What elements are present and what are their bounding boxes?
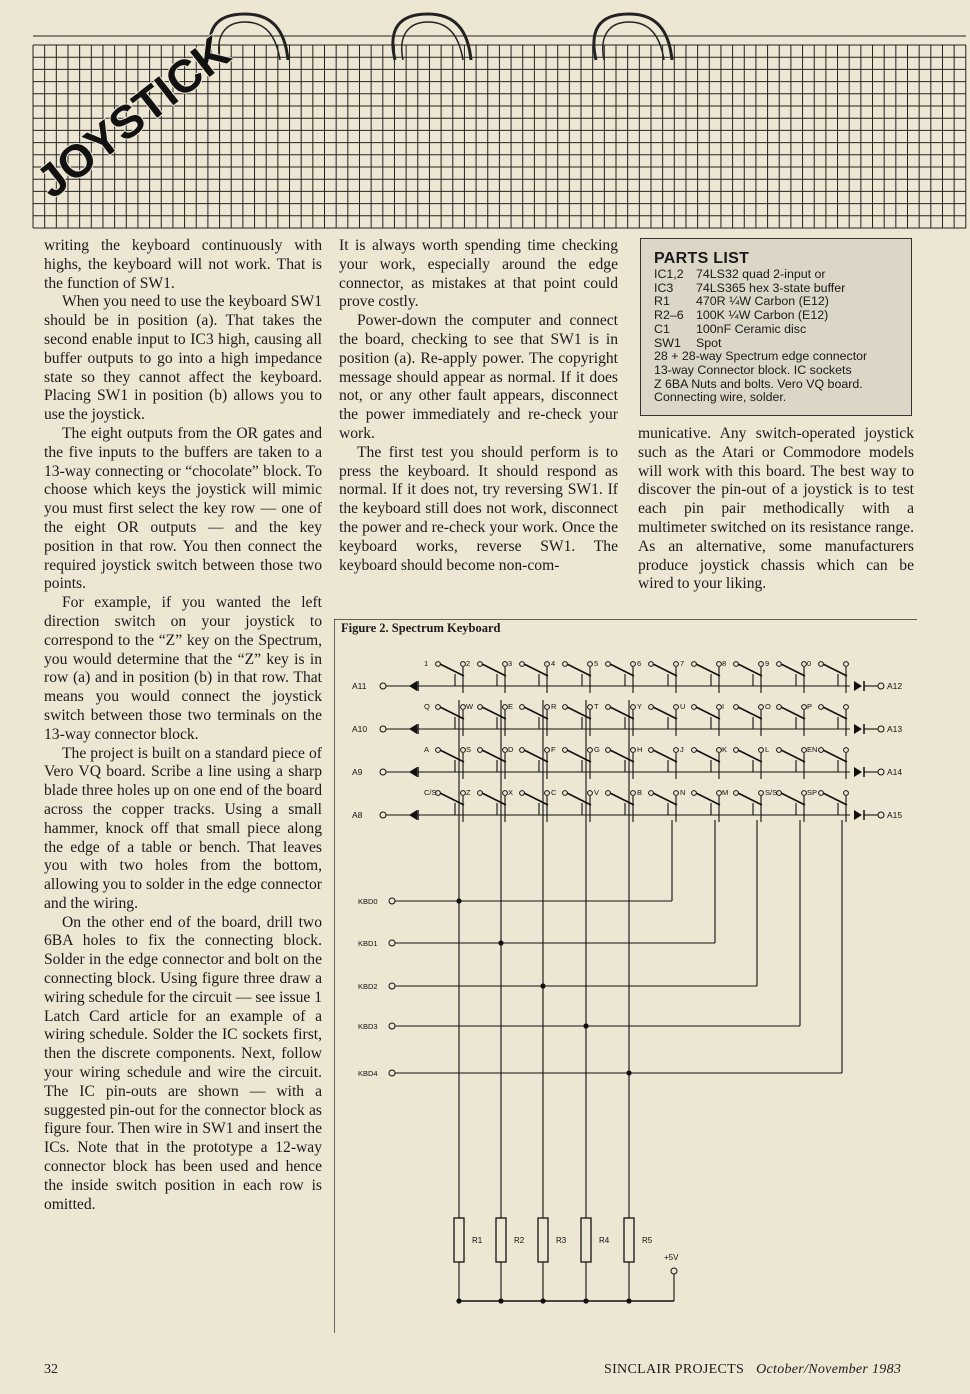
key-contact (802, 662, 807, 667)
key-contact (545, 748, 550, 753)
key-contact (777, 748, 782, 753)
key-label: 0 (807, 659, 812, 668)
key-contact (631, 705, 636, 710)
part-code: C1 (654, 321, 670, 336)
key-contact (649, 705, 654, 710)
junction-dot (626, 1070, 631, 1075)
wire (696, 707, 720, 719)
diode (409, 724, 417, 734)
key-label: S (466, 745, 472, 754)
key-contact (461, 748, 466, 753)
article-column-3 (638, 425, 914, 594)
key-contact (819, 791, 824, 796)
key-contact (503, 748, 508, 753)
joystick-logo-text: JOYSTICK (26, 25, 240, 208)
junction-dot (498, 940, 503, 945)
key-label: 9 (765, 659, 770, 668)
key-label: D (508, 745, 514, 754)
terminal (380, 683, 386, 689)
wire (567, 664, 591, 676)
wire (440, 707, 464, 719)
column1-paragraph-6: On the other end of the board, drill two 6BA holes to fix the connecting block. Solder in the edge connector and bolt on the connecting block. Using figure three draw a wiring schedule for the circuit — see issue 1 Latch Card article for an example of a wiring schedule. Solder the IC sockets first, then the discrete components. Next, follow your wiring schedule and wire the circuit. The IC pin-outs are shown — with a suggested pin-out for the connector block as figure four. Then wire in SW1 and insert the ICs. Note that in the prototype a 12-way connector block has been used and hence the inside switch position in each row is omitted. (44, 913, 323, 1213)
key-label: J (680, 745, 684, 754)
part-description: 100nF Ceramic disc (696, 321, 807, 336)
wire (567, 750, 591, 762)
wire (781, 793, 805, 805)
kbd-line-label: KBD4 (358, 1069, 378, 1078)
wire (524, 793, 548, 805)
row-address-label: A9 (352, 767, 363, 777)
key-label: C/S (424, 788, 437, 797)
key-contact (717, 748, 722, 753)
column1-paragraph-3: The eight outputs from the OR gates and the five inputs to the buffers are taken to a 13-way connecting or “chocolate” block. To choose which keys the joystick will mimic you must first select the key row — one of the eight OR outputs — and the key position in that row. You then connect the required joystick switch between those two points. (44, 424, 322, 593)
diode (409, 810, 417, 820)
key-contact (674, 705, 679, 710)
row-address-label: A11 (352, 681, 367, 691)
row-address-label: A8 (352, 810, 363, 820)
key-contact (588, 748, 593, 753)
column1-paragraph-1: writing the keyboard continuously with highs, the keyboard will not work. That is the function of SW1. (44, 237, 322, 292)
wire (738, 664, 762, 676)
key-contact (819, 748, 824, 753)
wire (567, 793, 591, 805)
wire (440, 750, 464, 762)
key-contact (692, 791, 697, 796)
key-contact (545, 705, 550, 710)
wire (567, 707, 591, 719)
header-grid-banner (0, 0, 970, 235)
terminal (389, 898, 395, 904)
key-contact (436, 705, 441, 710)
resistor (624, 1218, 634, 1262)
key-contact (692, 748, 697, 753)
key-label: 4 (551, 659, 556, 668)
key-label: 8 (722, 659, 727, 668)
parts-list-item (654, 337, 911, 351)
resistor-label: R4 (599, 1236, 610, 1245)
part-description: 74LS365 hex 3-state buffer (696, 280, 846, 295)
part-code: R2–6 (654, 308, 684, 323)
kbd-line-label: KBD2 (358, 982, 378, 991)
key-contact (777, 662, 782, 667)
key-contact (844, 791, 849, 796)
wire (696, 664, 720, 676)
key-contact (461, 662, 466, 667)
parts-list-item (654, 323, 911, 337)
part-description: 100K ¼W Carbon (E12) (696, 308, 829, 323)
row-address-label: A10 (352, 724, 368, 734)
key-contact (631, 748, 636, 753)
supply-label: +5V (664, 1253, 679, 1262)
spectrum-keyboard-schematic (334, 619, 917, 1333)
parts-list-box (640, 238, 912, 416)
key-contact (461, 705, 466, 710)
resistor (581, 1218, 591, 1262)
key-label: B (637, 788, 643, 797)
key-label: SP (807, 788, 818, 797)
part-description: Spot (696, 335, 722, 350)
key-contact (717, 705, 722, 710)
wire (440, 793, 464, 805)
key-label: H (637, 745, 643, 754)
part-code: IC1,2 (654, 267, 684, 281)
wire (696, 750, 720, 762)
wire (823, 707, 847, 719)
parts-list-item (654, 282, 911, 296)
key-contact (588, 791, 593, 796)
kbd-line-label: KBD0 (358, 897, 378, 906)
key-label: 5 (594, 659, 599, 668)
resistor (538, 1218, 548, 1262)
terminal (380, 812, 386, 818)
key-contact (606, 662, 611, 667)
wire (738, 750, 762, 762)
wire (738, 707, 762, 719)
key-contact (478, 662, 483, 667)
wire (610, 750, 634, 762)
parts-list-title: PARTS LIST (654, 250, 750, 267)
key-contact (606, 791, 611, 796)
resistor (496, 1218, 506, 1262)
key-label: K (722, 745, 728, 754)
key-label: 3 (508, 659, 513, 668)
wire (482, 793, 506, 805)
key-contact (802, 748, 807, 753)
key-contact (649, 662, 654, 667)
key-contact (844, 748, 849, 753)
row-output-label: A12 (887, 681, 903, 691)
key-contact (478, 748, 483, 753)
terminal (878, 726, 884, 732)
key-contact (802, 705, 807, 710)
key-contact (674, 791, 679, 796)
issue-date: October/November 1983 (756, 1362, 902, 1377)
key-contact (717, 791, 722, 796)
wire (823, 664, 847, 676)
column3-paragraph-1: municative. Any switch-operated joystick such as the Atari or Commodore models will work with this board. The best way to discover the pin-out of a joystick is to test each pin pair methodically with a multimeter switched on its resistance range. As an alternative, some manufacturers produce joystick chassis which can be wired to your liking. (638, 425, 914, 593)
terminal (671, 1268, 677, 1274)
key-label: W (466, 702, 474, 711)
resistor (454, 1218, 464, 1262)
column1-paragraph-2: When you need to use the keyboard SW1 should be in position (a). That takes the second enable input to IC3 high, causing all buffer outputs to go into a high impedance state so they cannot affect the keyboard. Placing SW1 in position (b) allows you to use the joystick. (44, 293, 322, 424)
key-contact (777, 705, 782, 710)
wire (610, 793, 634, 805)
key-contact (802, 791, 807, 796)
article-column-1 (44, 237, 322, 1214)
part-description: 74LS32 quad 2-input or (696, 267, 826, 281)
part-description: 470R ¼W Carbon (E12) (696, 294, 829, 309)
key-contact (436, 748, 441, 753)
key-label: A (424, 745, 430, 754)
key-label: I (722, 702, 725, 711)
key-contact (692, 662, 697, 667)
kbd-line-label: KBD3 (358, 1022, 378, 1031)
wire (823, 750, 847, 762)
key-contact (563, 791, 568, 796)
terminal (389, 983, 395, 989)
page-number: 32 (44, 1362, 58, 1377)
key-contact (759, 791, 764, 796)
key-contact (545, 791, 550, 796)
wire (482, 707, 506, 719)
key-contact (563, 662, 568, 667)
wire (440, 664, 464, 676)
junction-dot (456, 898, 461, 903)
column2-paragraph-2: Power-down the computer and connect the board, checking to see that SW1 is in position (a). Re-apply power. The copyright message should appear as normal. If it does not, or any other fault appears, disconnect the power immediately and re-check your work. (339, 312, 618, 442)
key-contact (520, 748, 525, 753)
part-code: R1 (654, 294, 670, 309)
wire (781, 750, 805, 762)
column2-paragraph-3: The first test you should perform is to press the keyboard. It should respond as normal. If it does not, try reversing SW1. If the keyboard still does not work, disconnect the power and re-check your work. Once the keyboard works, reverse SW1. The keyboard should become non-com- (339, 443, 618, 574)
key-label: C (551, 788, 557, 797)
junction-dot (583, 1023, 588, 1028)
terminal (389, 940, 395, 946)
junction-dot (540, 983, 545, 988)
parts-list-extra: Connecting wire, solder. (654, 390, 787, 405)
parts-list-extra: 13-way Connector block. IC sockets (654, 362, 852, 377)
key-contact (520, 791, 525, 796)
terminal (878, 769, 884, 775)
key-label: 1 (424, 659, 429, 668)
wire (610, 664, 634, 676)
key-contact (674, 748, 679, 753)
key-label: G (594, 745, 600, 754)
key-contact (844, 705, 849, 710)
key-contact (759, 705, 764, 710)
key-contact (588, 662, 593, 667)
key-label: V (594, 788, 600, 797)
wire (524, 750, 548, 762)
key-label: T (594, 702, 599, 711)
article-column-2 (339, 237, 618, 575)
key-contact (777, 791, 782, 796)
key-label: U (680, 702, 686, 711)
key-contact (478, 791, 483, 796)
key-label: S/S (765, 788, 778, 797)
resistor-label: R1 (472, 1236, 483, 1245)
diode (854, 767, 862, 777)
kbd-line-label: KBD1 (358, 939, 378, 948)
column2-paragraph-1: It is always worth spending time checking your work, especially around the edge connector, as mistakes at that point could prove costly. (339, 237, 618, 311)
key-label: 2 (466, 659, 471, 668)
key-label: EN (807, 745, 818, 754)
key-label: X (508, 788, 514, 797)
key-contact (734, 662, 739, 667)
key-label: E (508, 702, 514, 711)
column1-paragraph-4: For example, if you wanted the left direction switch on your joystick to correspond to the “Z” key on the Spectrum, you would determine that the “Z” key is in row (a) and in position (b) in that row. That means you would connect the joystick switch between those two terminals on the 13-way connector block. (44, 594, 322, 743)
terminal (380, 769, 386, 775)
resistor-label: R5 (642, 1236, 653, 1245)
key-contact (545, 662, 550, 667)
terminal (389, 1023, 395, 1029)
key-contact (606, 705, 611, 710)
parts-list-item (654, 295, 911, 309)
key-label: 7 (680, 659, 685, 668)
binder-ring-2 (393, 14, 471, 60)
diode (854, 810, 862, 820)
junction-dot (540, 1298, 545, 1303)
key-contact (503, 662, 508, 667)
key-contact (436, 662, 441, 667)
part-code: IC3 (654, 280, 674, 295)
binder-ring-3 (594, 14, 672, 60)
key-contact (588, 705, 593, 710)
key-contact (503, 705, 508, 710)
figure-caption: Figure 2. Spectrum Keyboard (341, 621, 501, 635)
diode (854, 681, 862, 691)
part-code: SW1 (654, 335, 681, 350)
resistor-label: R2 (514, 1236, 525, 1245)
row-output-label: A13 (887, 724, 903, 734)
junction-dot (456, 1298, 461, 1303)
key-contact (563, 705, 568, 710)
key-contact (503, 791, 508, 796)
key-label: Y (637, 702, 643, 711)
key-contact (606, 748, 611, 753)
key-contact (649, 748, 654, 753)
key-label: Z (466, 788, 471, 797)
key-contact (734, 791, 739, 796)
terminal (878, 812, 884, 818)
key-contact (461, 791, 466, 796)
row-output-label: A15 (887, 810, 903, 820)
wire (781, 664, 805, 676)
footer-publication (604, 1362, 901, 1378)
parts-list-item (654, 309, 911, 323)
key-contact (520, 662, 525, 667)
diode (409, 767, 417, 777)
row-output-label: A14 (887, 767, 903, 777)
wire (524, 707, 548, 719)
key-label: O (765, 702, 771, 711)
wire (653, 707, 677, 719)
wire (653, 793, 677, 805)
diode (409, 681, 417, 691)
key-contact (631, 791, 636, 796)
parts-list-extra: 28 + 28-way Spectrum edge connector (654, 349, 868, 364)
key-contact (819, 662, 824, 667)
key-contact (563, 748, 568, 753)
terminal (389, 1070, 395, 1076)
key-contact (717, 662, 722, 667)
resistor-label: R3 (556, 1236, 567, 1245)
terminal (380, 726, 386, 732)
wire (610, 707, 634, 719)
terminal (878, 683, 884, 689)
wire (653, 750, 677, 762)
wire (482, 750, 506, 762)
key-contact (759, 748, 764, 753)
diode (854, 724, 862, 734)
junction-dot (583, 1298, 588, 1303)
junction-dot (498, 1298, 503, 1303)
publication-name: SINCLAIR PROJECTS (604, 1362, 745, 1377)
key-label: F (551, 745, 556, 754)
wire (524, 664, 548, 676)
key-contact (649, 791, 654, 796)
key-contact (844, 662, 849, 667)
key-label: Q (424, 702, 430, 711)
wire (653, 664, 677, 676)
key-contact (734, 705, 739, 710)
column1-paragraph-5: The project is built on a standard piece of Vero VQ board. Scribe a line using a sharp blade three holes up on one end of the board across the copper tracks. Using a small hammer, knock off that small piece along the edge of a table or bench. That leaves you with two holes from the bottom, allowing you to solder in the edge connector and the wiring. (44, 744, 322, 912)
key-contact (631, 662, 636, 667)
key-label: P (807, 702, 813, 711)
key-contact (478, 705, 483, 710)
wire (482, 664, 506, 676)
wire (696, 793, 720, 805)
key-label: 6 (637, 659, 642, 668)
key-label: R (551, 702, 557, 711)
wire (738, 793, 762, 805)
wire (823, 793, 847, 805)
key-contact (692, 705, 697, 710)
key-contact (734, 748, 739, 753)
parts-list-extra: Z 6BA Nuts and bolts. Vero VQ board. (654, 376, 863, 391)
key-contact (674, 662, 679, 667)
key-label: L (765, 745, 770, 754)
key-contact (759, 662, 764, 667)
key-contact (819, 705, 824, 710)
key-label: N (680, 788, 686, 797)
junction-dot (626, 1298, 631, 1303)
key-label: M (722, 788, 729, 797)
parts-list-item (654, 268, 911, 282)
wire (781, 707, 805, 719)
key-contact (520, 705, 525, 710)
